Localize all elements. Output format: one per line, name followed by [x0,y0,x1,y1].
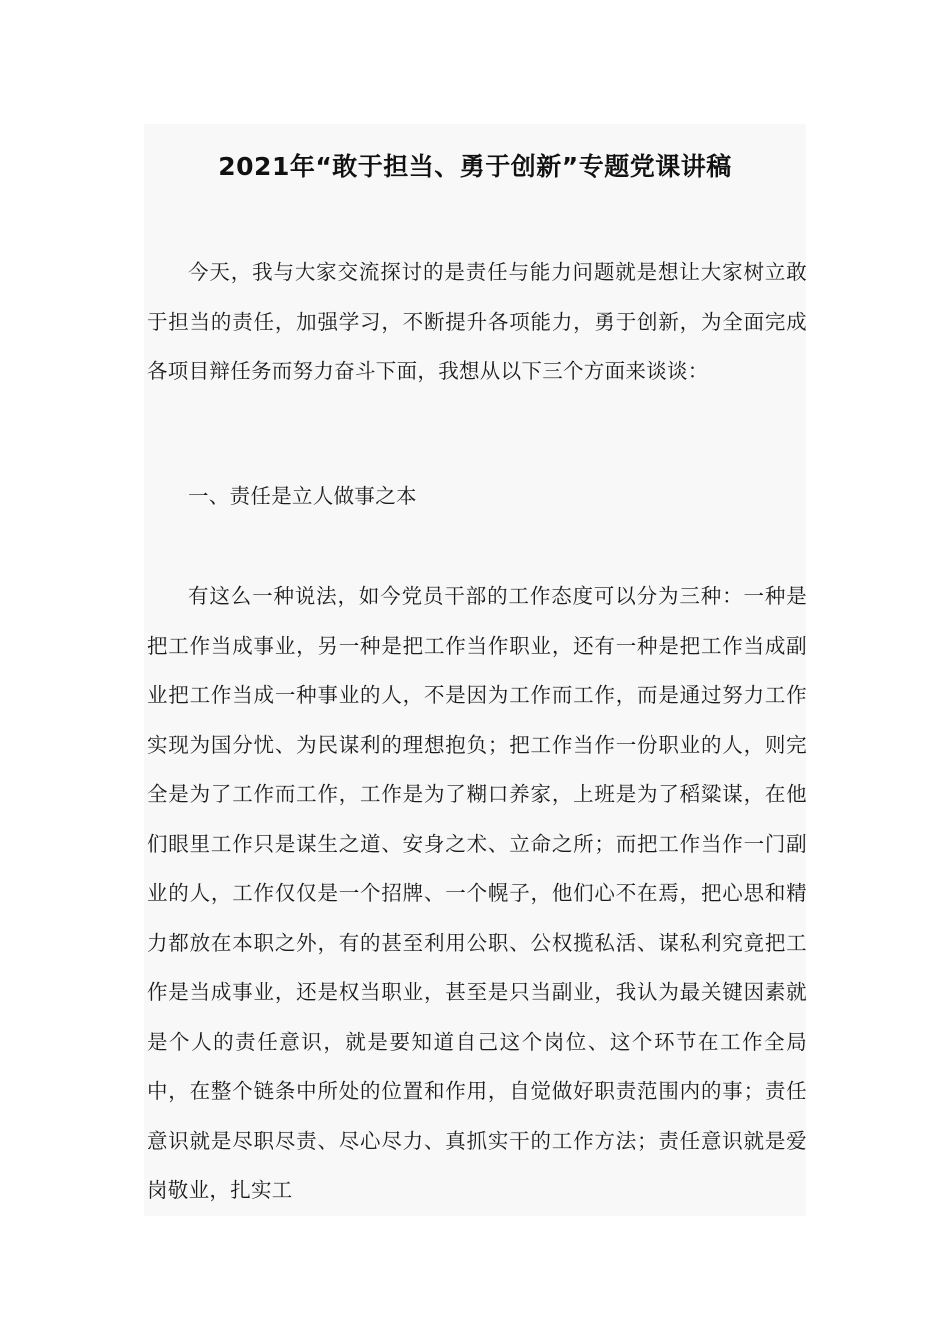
paragraph-intro: 今天，我与大家交流探讨的是责任与能力问题就是想让大家树立敢于担当的责任，加强学习，不断提升各项能力，勇于创新，为全面完成各项目辩任务而努力奋斗下面，我想从以下三个方面来谈谈： [147,260,807,383]
section-heading-1: 一、责任是立人做事之本 [188,484,417,508]
document-title: 2021年“敢于担当、勇于创新”专题党课讲稿 [218,151,732,181]
paragraph-section-1: 有这么一种说法，如今党员干部的工作态度可以分为三种：一种是把工作当成事业，另一种是把工作当作职业，还有一种是把工作当成副业把工作当成一种事业的人，不是因为工作而工作，而是通过努力工作实现为国分忧、为民谋利的理想抱负；把工作当作一份职业的人，则完全是为了工作而工作，工作是为了糊口养家，上班是为了稻粱谋，在他们眼里工作只是谋生之道、安身之术、立命之所；而把工作当作一门副业的人，工作仅仅是一个招牌、一个幌子，他们心不在焉，把心思和精力都放在本职之外，有的甚至利用公职、公权揽私活、谋私利究竟把工作是当成事业，还是权当职业，甚至是只当副业，我认为最关键因素就是个人的责任意识，就是要知道自己这个岗位、这个环节在工作全局中，在整个链条中所处的位置和作用，自觉做好职责范围内的事；责任意识就是尽职尽责、尽心尽力、真抓实干的工作方法；责任意识就是爱岗敬业，扎实工 [147,584,807,1202]
